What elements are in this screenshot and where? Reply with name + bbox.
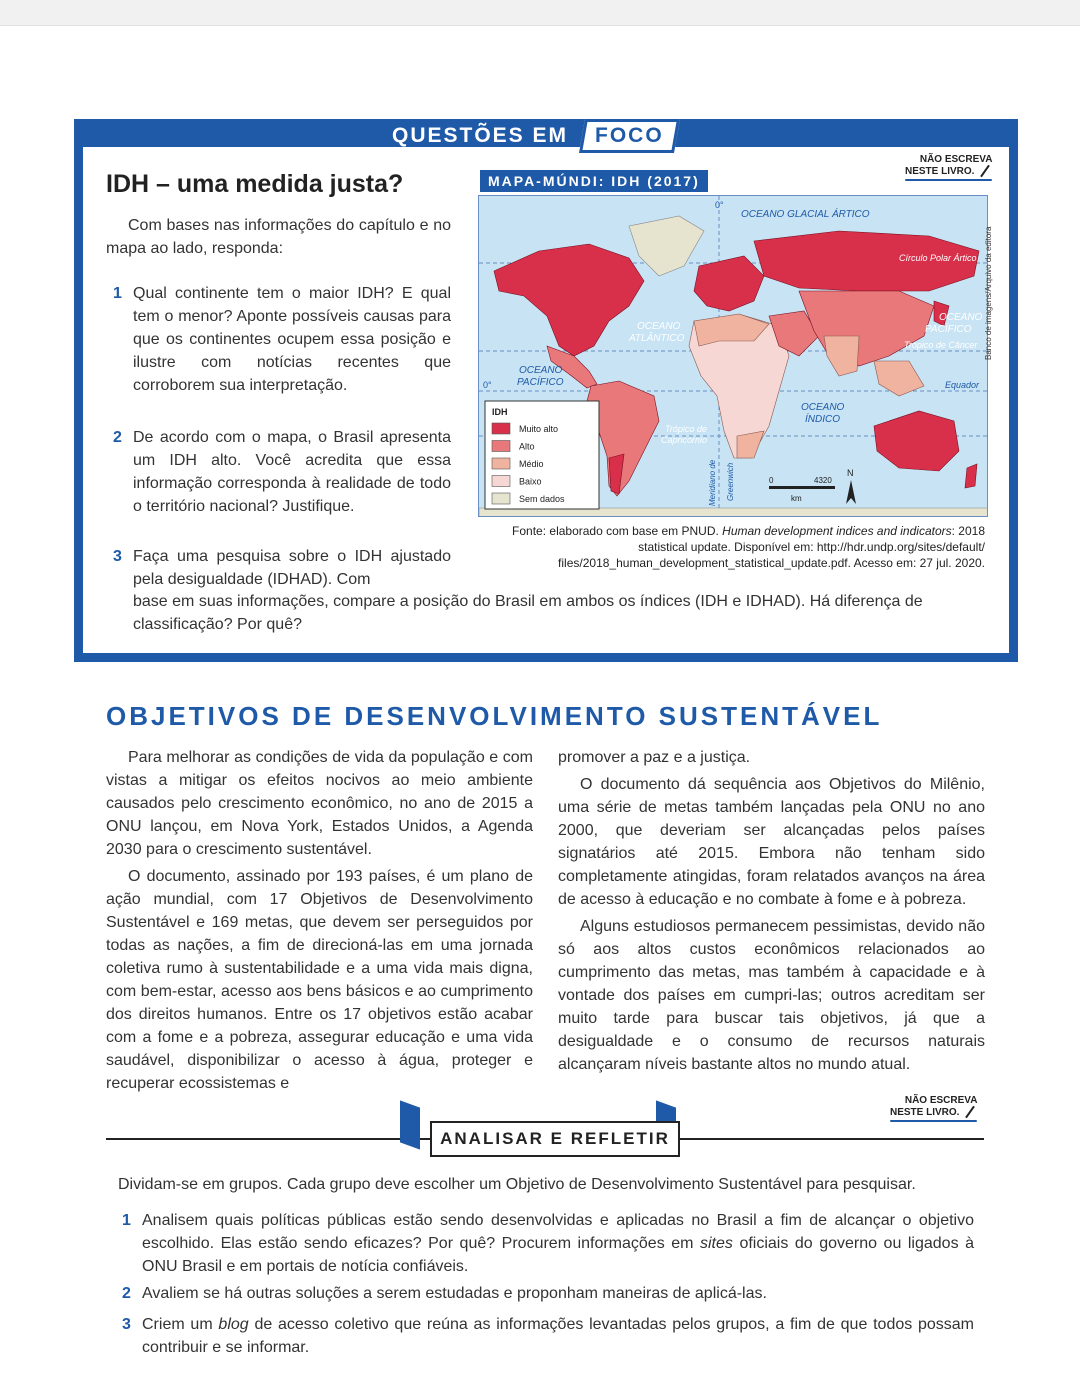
right-paragraph-2: Alguns estudiosos permanecem pessimistas, devido não só aos altos custos econômicos relacionados ao cumprimento das metas, mas também à capacidade e à vontade dos países em cumpri-las; outros acreditam ser muito tarde para buscar tais objetivos, já que a desigualdade e o consumo de recursos naturais alcançaram níveis bastante altos no mundo atual.	[558, 918, 985, 1073]
label-pacific-east-2: PACÍFICO	[925, 324, 972, 335]
right-paragraph-0: promover a paz e a justiça.	[558, 749, 751, 766]
pencil-icon	[981, 165, 991, 178]
analisar-intro: Dividam-se em grupos. Cada grupo deve escolher um Objetivo de Desenvolvimento Sustentável para pesquisar.	[118, 1176, 916, 1193]
australia	[874, 411, 959, 471]
label-greenwich-1: Meridiano de	[708, 459, 717, 506]
legend-label: Médio	[519, 459, 544, 469]
item-number: 1	[122, 1212, 131, 1229]
question-number: 3	[113, 548, 122, 565]
warning-underline	[905, 179, 992, 181]
item-text-a: Analisem quais políticas públicas estão sendo desenvolvidas e aplicadas no Brasil a fim de alcançar o objetivo escolhido. Elas estão sendo eficazes? Por quê? Procurem informações em	[142, 1212, 974, 1252]
label-pacific-east-1: OCEANO	[939, 312, 983, 323]
analisar-flag-left	[400, 1100, 420, 1149]
question-intro: Com bases nas informações do capítulo e no mapa ao lado, responda:	[106, 217, 451, 257]
source-part-a: Fonte: elaborado com base em PNUD.	[512, 524, 719, 538]
label-pacific-west-2: PACÍFICO	[517, 377, 564, 388]
item-emphasis: sites	[700, 1235, 733, 1252]
right-column	[558, 746, 985, 1080]
legend-swatch	[492, 458, 510, 469]
world-map	[478, 195, 988, 517]
analisar-item-2	[122, 1282, 974, 1305]
legend-swatch	[492, 441, 510, 452]
left-paragraph-1: Para melhorar as condições de vida da população e com vistas a mitigar os efeitos nocivos ao meio ambiente causados pelo crescimento econômico, no ano de 2015 a ONU lançou, em Nova York, Estados Unidos, a Agenda 2030 para o crescimento sustentável.	[106, 749, 533, 858]
label-arctic: OCEANO GLACIAL ÁRTICO	[741, 209, 870, 220]
source-part-c: : 2018 statistical update. Disponível em: http://hdr.undp.org/sites/default/ files/2018_human_development_statistical_update.pdf. Acesso em: 27 jul. 2020.	[558, 524, 985, 570]
label-greenwich-2: Greenwich	[726, 462, 735, 501]
right-paragraph-1: O documento dá sequência aos Objetivos do Milênio, uma série de metas também lançadas pela ONU no ano 2000, que deveriam ser alcançadas pelos países signatários até 2015. Embora não tenham sido completamente atingidas, foram relatados avanços na área de acesso à educação e no combate à fome e à pobreza.	[558, 776, 985, 908]
north-arrow-icon	[846, 480, 856, 504]
greenland	[629, 216, 704, 276]
question-text: Qual continente tem o maior IDH? E qual tem o menor? Aponte possíveis causas para que os continentes ocupem essa posição e ilustre com notícias recentes que corroborem sua interpretação.	[133, 285, 451, 394]
header-foco-text: FOCO	[595, 124, 664, 147]
item-text-a: Avaliem se há outras soluções a serem estudadas e proponham maneiras de aplicá-las.	[142, 1285, 767, 1302]
warning-underline	[890, 1120, 977, 1122]
label-indian-1: OCEANO	[801, 402, 845, 413]
box-side-tick-left	[74, 548, 83, 590]
label-polar-circle: Círculo Polar Ártico	[899, 253, 977, 263]
label-pacific-west-1: OCEANO	[519, 365, 563, 376]
section-title: OBJETIVOS DE DESENVOLVIMENTO SUSTENTÁVEL	[106, 701, 883, 731]
map-label: MAPA-MÚNDI: IDH (2017)	[480, 170, 708, 192]
item-text-a: Criem um	[142, 1316, 213, 1333]
legend-swatch	[492, 476, 510, 487]
question-title: IDH – uma medida justa?	[106, 170, 404, 198]
north-america	[494, 244, 644, 356]
nao-escreva-badge-bottom	[890, 1095, 977, 1122]
label-cancer: Trópico de Câncer	[904, 340, 978, 350]
scale-start: 0	[769, 476, 774, 485]
analisar-item-1	[122, 1209, 974, 1278]
legend-label: Muito alto	[519, 424, 559, 434]
question-1	[113, 282, 451, 397]
item-emphasis: blog	[218, 1316, 249, 1333]
left-column	[106, 746, 533, 1099]
scale-bar	[769, 486, 835, 489]
map-source	[480, 523, 985, 571]
nao-escreva-badge-top	[905, 154, 992, 181]
label-deg-left: 0°	[483, 380, 492, 390]
top-strip	[0, 0, 1080, 26]
item-text-b: oficiais do governo ou ligados à ONU Brasil e em portais de notícia confiáveis.	[142, 1235, 974, 1275]
legend-label: Baixo	[519, 476, 542, 487]
legend-swatch	[492, 423, 510, 434]
analisar-item-3	[122, 1313, 974, 1359]
warning-line1: NÃO ESCREVA	[904, 1095, 978, 1106]
question-3	[113, 545, 451, 591]
label-atlantic-1: OCEANO	[637, 321, 681, 332]
header-questoes-em: QUESTÕES EM	[392, 124, 569, 147]
question-text: De acordo com o mapa, o Brasil apresenta um IDH alto. Você acredita que essa informação corresponda à realidade de todo o território nacional? Justifique.	[133, 429, 451, 515]
label-equator: Equador	[945, 380, 980, 390]
legend-label: Sem dados	[519, 494, 565, 504]
legend-title: IDH	[492, 407, 508, 417]
item-number: 3	[122, 1316, 131, 1333]
north-label: N	[847, 468, 854, 478]
label-capricorn-1: Trópico de	[665, 424, 707, 434]
question-number: 1	[113, 285, 122, 302]
questoes-em-foco-header	[386, 118, 677, 154]
analisar-title: ANALISAR E REFLETIR	[430, 1121, 680, 1157]
label-indian-2: ÍNDICO	[805, 414, 840, 425]
question-text: Faça uma pesquisa sobre o IDH ajustado pela desigualdade (IDHAD). Com	[133, 548, 451, 588]
question-2	[113, 426, 451, 518]
scale-end: 4320	[814, 476, 832, 485]
warning-line2: NESTE LIVRO.	[905, 166, 975, 177]
label-deg-top: 0°	[715, 200, 724, 210]
legend-label: Alto	[519, 441, 535, 452]
label-atlantic-2: ATLÂNTICO	[629, 333, 685, 344]
label-capricorn-2: Capricórnio	[661, 435, 708, 445]
header-foco	[579, 119, 680, 153]
new-zealand	[965, 464, 977, 488]
south-asia	[824, 336, 859, 376]
box-side-tick-right	[1009, 548, 1018, 590]
pencil-icon	[966, 1106, 976, 1119]
item-text-b: de acesso coletivo que reúna as informações levantadas pelos grupos, a fim de que todos possam contribuir e se informar.	[142, 1316, 975, 1356]
legend-swatch	[492, 493, 510, 504]
asia	[799, 291, 934, 366]
image-credit: Banco de imagens/Arquivo da editora	[984, 226, 993, 360]
question-number: 2	[113, 429, 122, 446]
left-paragraph-2: O documento, assinado por 193 países, é um plano de ação mundial, com 17 Objetivos de Desenvolvimento Sustentável e 169 metas, que devem ser perseguidos por todas as nações, a fim de direcioná-las em uma jornada coletiva rumo à sustentabilidade e a uma vida mais digna, com bem-estar, acesso aos bens básicos e ao cumprimento dos direitos humanos. Entre os 17 objetivos estão acabar com a fome e a pobreza, assegurar educação e uma vida saudável, disponibilizar o acesso à água, proteger e recuperar ecossistemas e	[106, 868, 533, 1092]
item-number: 2	[122, 1285, 131, 1302]
warning-line2: NESTE LIVRO.	[890, 1107, 960, 1118]
question-3-continued: base em suas informações, compare a posição do Brasil em ambos os índices (IDH e IDHAD). Há diferença de classificação? Por quê?	[133, 593, 923, 633]
europe	[694, 256, 764, 311]
scale-unit: km	[791, 494, 802, 503]
southern-africa	[737, 431, 764, 458]
source-part-b: Human development indices and indicators	[722, 524, 952, 538]
warning-line1: NÃO ESCREVA	[919, 154, 993, 165]
